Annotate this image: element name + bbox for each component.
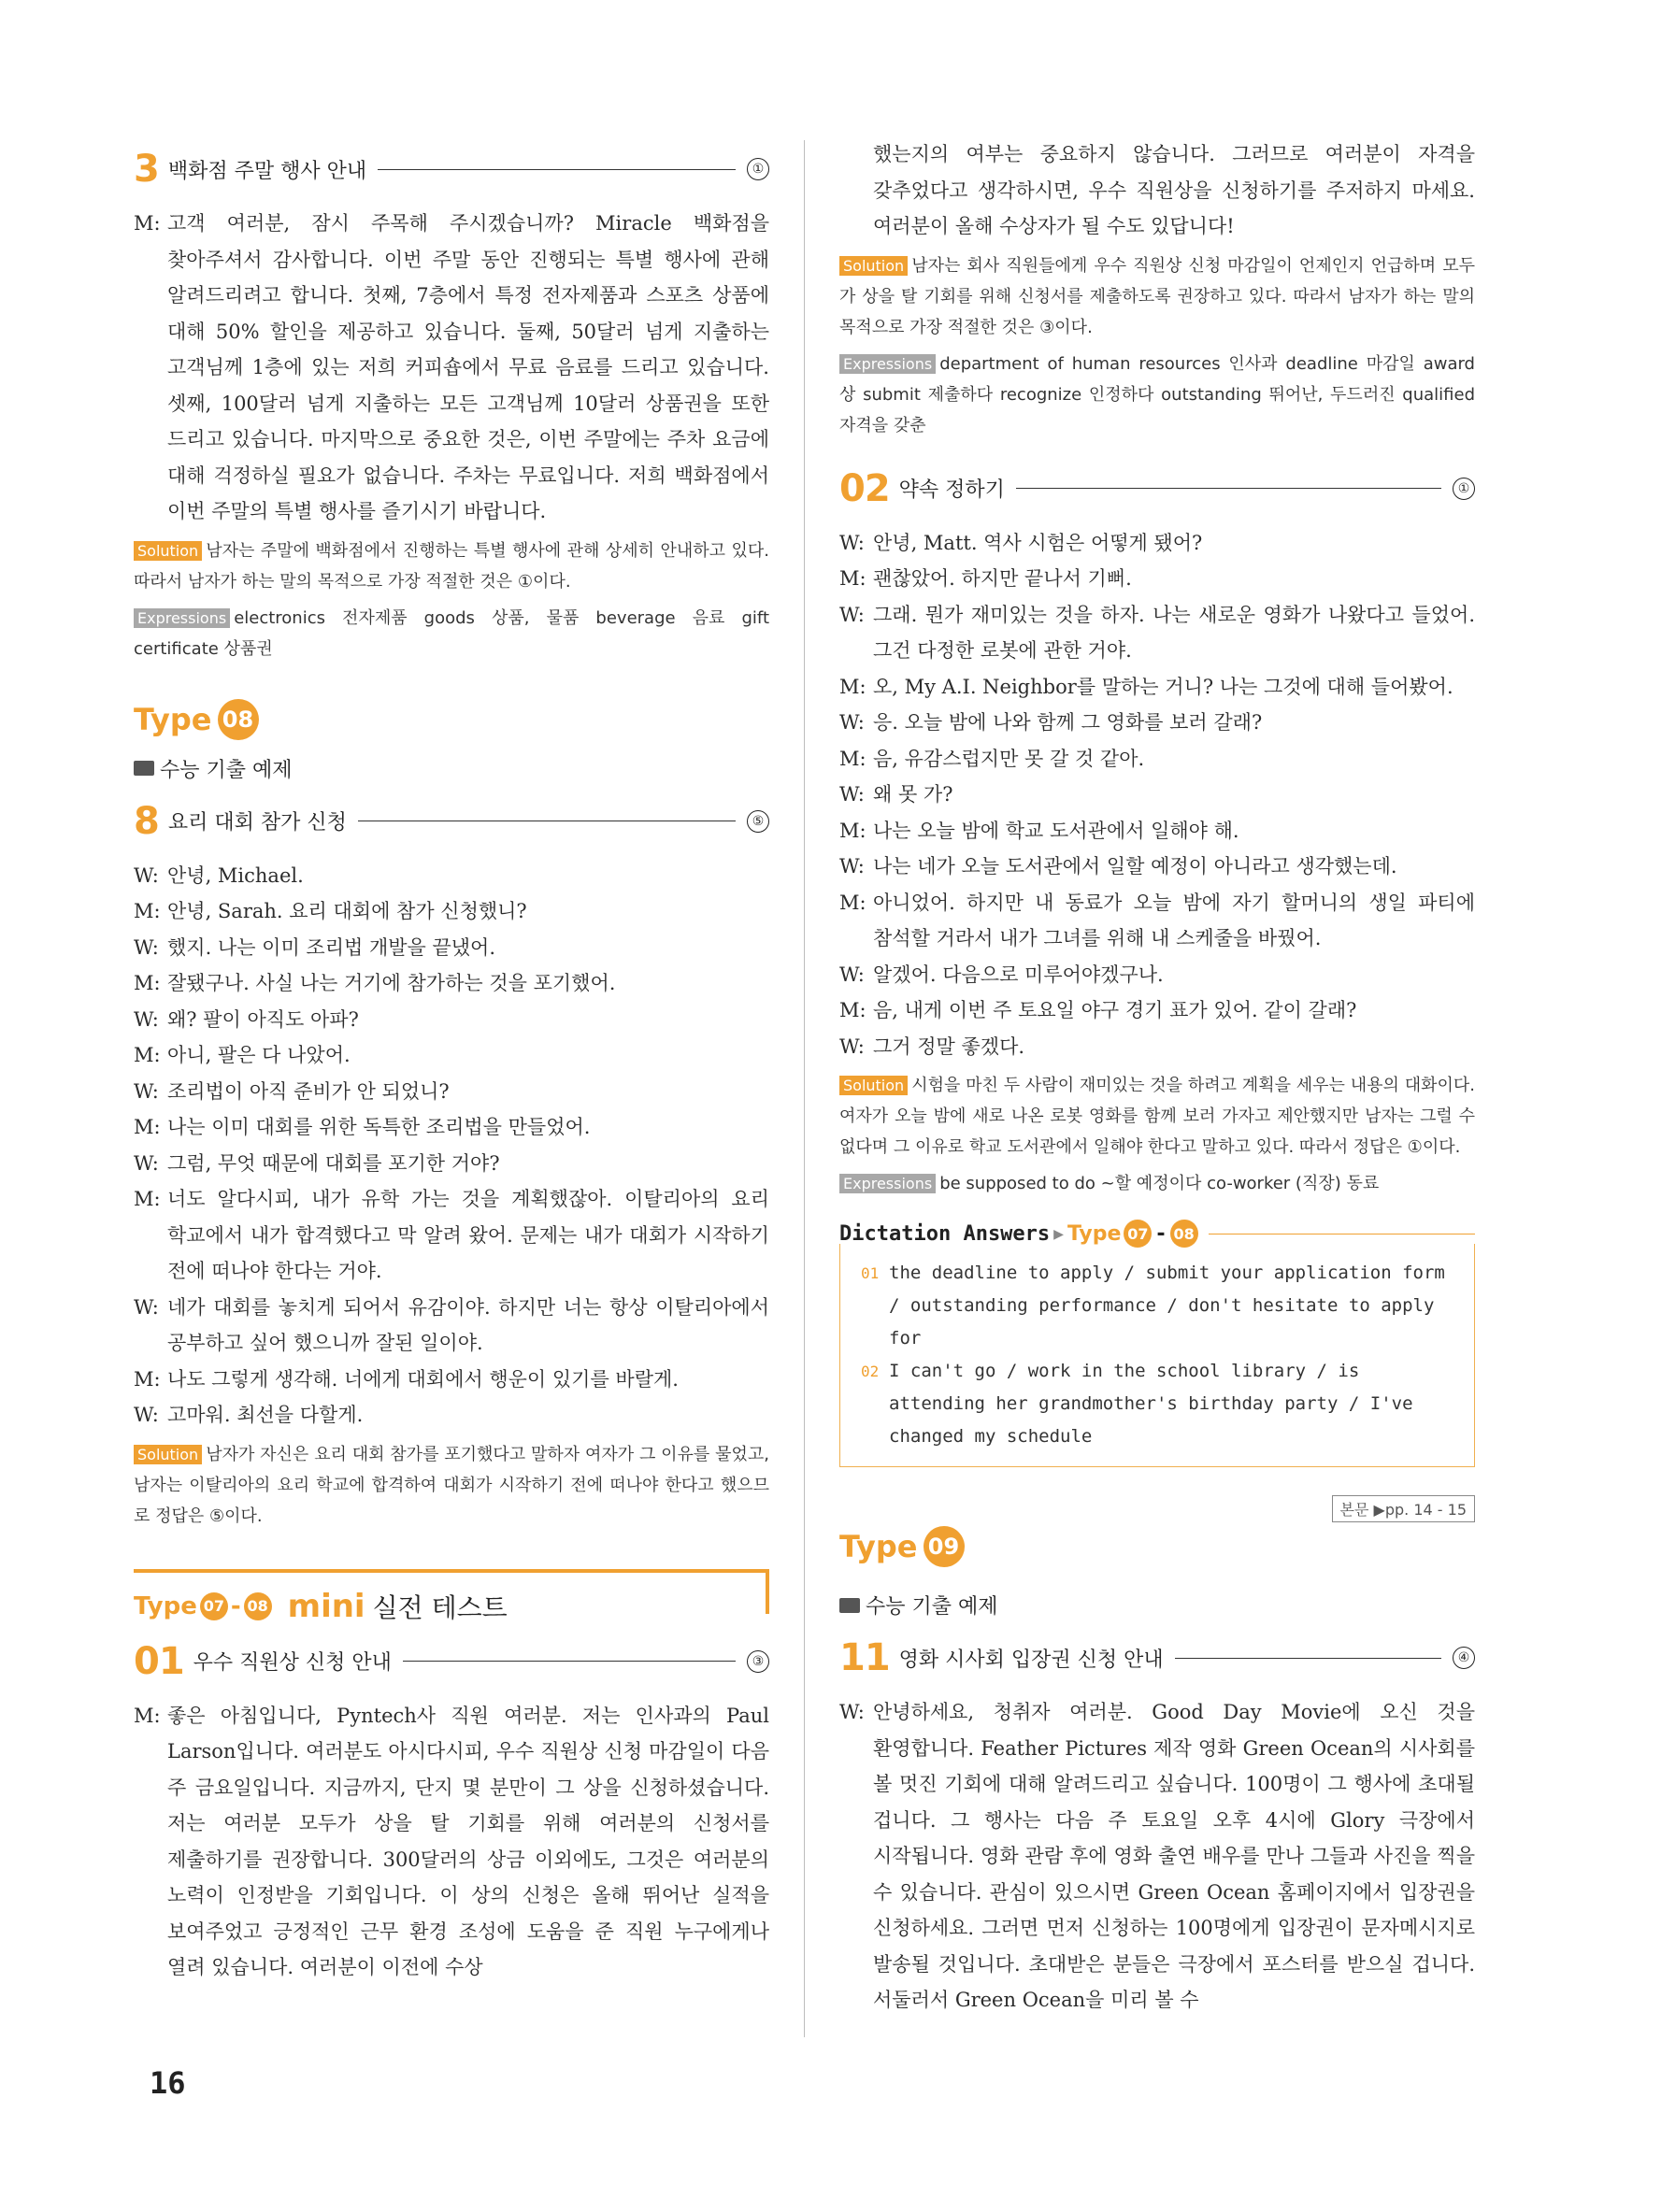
- line-text: 했지. 나는 이미 조리법 개발을 끝냈어.: [167, 935, 496, 959]
- subheading-text: 수능 기출 예제: [866, 1595, 998, 1619]
- speaker: W:: [134, 1079, 159, 1103]
- speaker: W:: [839, 603, 865, 626]
- speaker: W:: [839, 1701, 865, 1723]
- line-text: 나는 네가 오늘 도서관에서 일할 예정이 아니라고 생각했는데.: [873, 855, 1397, 878]
- column-divider: [804, 140, 805, 2037]
- dialogue-line: [839, 705, 1475, 741]
- arrow-icon: ▶: [1053, 1223, 1065, 1244]
- speaker: M:: [134, 212, 161, 235]
- dialogue: [839, 1694, 1475, 2019]
- dialogue: [134, 858, 769, 1434]
- speaker: M:: [839, 999, 866, 1021]
- line-text: 오, My A.I. Neighbor를 말하는 거니? 나는 그것에 대해 들어봤어.: [873, 675, 1453, 698]
- speaker: M:: [134, 1044, 161, 1066]
- dialogue-line: [134, 1181, 769, 1290]
- dictation-text: the deadline to apply / submit your application form / outstanding performance / don't hesitate to apply for: [889, 1263, 1445, 1349]
- type-label: Type: [839, 1529, 918, 1564]
- right-column: [839, 140, 1475, 2019]
- dictation-line: [861, 1257, 1457, 1355]
- line-text: 아니었어. 하지만 내 동료가 오늘 밤에 자기 할머니의 생일 파티에 참석할 거라서 내가 그녀를 위해 내 스케줄을 바꿨어.: [873, 891, 1475, 949]
- speaker: M:: [134, 1704, 161, 1727]
- section-8-header: [134, 798, 769, 845]
- expressions-text: department of human resources 인사과 deadline 마감일 award 상 submit 제출하다 recognize 인정하다 outstanding 뛰어난, 두드러진 qualified 자격을 갖춘: [839, 353, 1475, 435]
- line-text: 고마워. 최선을 다할게.: [167, 1404, 364, 1426]
- line-text: 좋은 아침입니다, Pyntech사 직원 여러분. 저는 인사과의 Paul Larson입니다. 여러분도 아시다시피, 우수 직원상 신청 마감일이 다음 주 금요일입니다. 지금까지, 단지 몇 분만이 그 상을 신청하셨습니다. 저는 여러분 모두가 상을 탈 기회를 위해 여러분의 신청서를 제출하기를 권장합니다. 300달러의 상금 이외에도, 그것은 여러분의 노력이 인정받을 기회입니다. 이 상의 신청은 올해 뛰어난 실적을 보여주었고 긍정적인 근무 환경 조성에 도움을 준 직원 누구에게나 열려 있습니다. 여러분이 이전에 수상: [167, 1704, 769, 1978]
- type-number: 08: [244, 1592, 272, 1620]
- left-column: [134, 140, 769, 1986]
- solution: [134, 1439, 769, 1532]
- header-rule: [403, 1661, 736, 1662]
- solution-tag: Solution: [134, 1445, 202, 1464]
- expressions: [134, 603, 769, 664]
- speaker: M:: [134, 1367, 161, 1391]
- type-09-wrap: [839, 1495, 1475, 1579]
- solution-tag: Solution: [134, 541, 202, 561]
- dialogue-line: [134, 858, 769, 894]
- solution-text: 남자가 자신은 요리 대회 참가를 포기했다고 말하자 여자가 그 이유를 물었고, 남자는 이탈리아의 요리 학교에 합격하여 대회가 시작하기 전에 떠나야 한다고 했으므로 정답은 ⑤이다.: [134, 1444, 769, 1526]
- speaker: W:: [839, 531, 865, 554]
- type-08-header: [134, 696, 769, 743]
- speaker: W:: [839, 1035, 865, 1058]
- solution: [839, 250, 1475, 343]
- section-3-header: [134, 146, 769, 193]
- type-number: 09: [924, 1526, 965, 1567]
- line-text: 음, 내게 이번 주 토요일 야구 경기 표가 있어. 같이 갈래?: [873, 999, 1357, 1021]
- dialogue-line: [839, 849, 1475, 885]
- book-icon: [134, 761, 154, 776]
- subheading-text: 수능 기출 예제: [160, 758, 293, 782]
- solution-text: 남자는 주말에 백화점에서 진행하는 특별 행사에 관해 상세히 안내하고 있다. 따라서 남자가 하는 말의 목적으로 가장 적절한 것은 ①이다.: [134, 540, 769, 592]
- dialogue-line: [839, 669, 1475, 706]
- dialogue-line: [134, 1037, 769, 1074]
- dialogue-line: [134, 1290, 769, 1362]
- solution-text: 남자는 회사 직원들에게 우수 직원상 신청 마감일이 언제인지 언급하며 모두가 상을 탈 기회를 위해 신청서를 제출하도록 권장하고 있다. 따라서 남자가 하는 말의 목적으로 가장 적절한 것은 ③이다.: [839, 255, 1475, 337]
- expressions-tag: Expressions: [839, 354, 936, 374]
- line-text: 고객 여러분, 잠시 주목해 주시겠습니까? Miracle 백화점을 찾아주셔서 감사합니다. 이번 주말 동안 진행되는 특별 행사에 관해 알려드리려고 합니다. 첫째, 7층에서 특정 전자제품과 스포츠 상품에 대해 50% 할인을 제공하고 있습니다. 둘째, 50달러 넘게 지출하는 고객님께 1층에 있는 저희 커피숍에서 무료 음료를 드리고 있습니다. 셋째, 100달러 넘게 지출하는 모든 고객님께 10달러 상품권을 또한 드리고 있습니다. 마지막으로 중요한 것은, 이번 주말에는 주차 요금에 대해 걱정하실 필요가 없습니다. 주차는 무료입니다. 저희 백화점에서 이번 주말의 특별 행사를 즐기시기 바랍니다.: [167, 212, 769, 522]
- line-text: 그럼, 무엇 때문에 대회를 포기한 거야?: [167, 1151, 500, 1175]
- section-title: 영화 시사회 입장권 신청 안내: [898, 1648, 1164, 1672]
- speaker: W:: [134, 935, 159, 959]
- line-text: 조리법이 아직 준비가 안 되었니?: [167, 1079, 450, 1103]
- speaker: M:: [134, 1116, 161, 1138]
- dialogue-line: [134, 1109, 769, 1146]
- type-number: 08: [218, 699, 259, 740]
- answer-mark: ④: [1453, 1647, 1475, 1669]
- speaker: W:: [839, 711, 865, 734]
- line-text: 그거 정말 좋겠다.: [873, 1035, 1025, 1058]
- section-title: 약속 정하기: [898, 478, 1005, 502]
- speaker: W:: [134, 1007, 159, 1031]
- line-text: 아니, 팔은 다 나았어.: [167, 1044, 351, 1066]
- line-text: 안녕, Michael.: [167, 863, 304, 887]
- dialogue-line: [134, 1146, 769, 1182]
- speaker: M:: [134, 900, 161, 922]
- dialogue: [134, 206, 769, 530]
- dialogue-line: [839, 777, 1475, 813]
- dictation-title: Dictation Answers: [839, 1221, 1051, 1246]
- section-02-header: [839, 465, 1475, 512]
- solution-text: 시험을 마친 두 사람이 재미있는 것을 하려고 계획을 세우는 내용의 대화이다. 여자가 오늘 밤에 새로 나온 로봇 영화를 함께 보러 가자고 제안했지만 남자는 그럴 수 없다며 그 이유로 학교 도서관에서 일해야 한다고 말하고 있다. 따라서 정답은 ①이다.: [839, 1076, 1475, 1157]
- answer-mark: ①: [747, 158, 769, 180]
- expressions: [839, 349, 1475, 441]
- type-number: 07: [1124, 1220, 1152, 1248]
- answer-mark: ①: [1453, 478, 1475, 500]
- solution: [134, 535, 769, 597]
- continued-text: 했는지의 여부는 중요하지 않습니다. 그러므로 여러분이 자격을 갖추었다고 생각하시면, 우수 직원상을 신청하기를 주저하지 마세요. 여러분이 올해 수상자가 될 수도 있답니다!: [873, 143, 1475, 237]
- line-text: 괜찮았어. 하지만 끝나서 기뻐.: [873, 567, 1132, 590]
- dialogue-line: [134, 1698, 769, 1986]
- dialogue-line: [839, 885, 1475, 957]
- type-09-header: [839, 1523, 965, 1570]
- type-number: 08: [1170, 1220, 1198, 1248]
- speaker: W:: [134, 1151, 159, 1175]
- type-label: Type: [1067, 1221, 1122, 1246]
- mini-label: mini: [287, 1587, 365, 1625]
- dialogue-line: [134, 1397, 769, 1434]
- dialogue-line: [134, 1362, 769, 1398]
- dictation-line: [861, 1355, 1457, 1453]
- expressions-text: electronics 전자제품 goods 상품, 물품 beverage 음료 gift certificate 상품권: [134, 607, 769, 659]
- dialogue-line: [839, 525, 1475, 562]
- line-text: 나도 그렇게 생각해. 너에게 대회에서 행운이 있기를 바랄게.: [167, 1367, 679, 1391]
- solution-tag: Solution: [839, 256, 908, 276]
- dictation-header: Dictation Answers ▶ Type 07 - 08: [839, 1220, 1475, 1248]
- solution-tag: Solution: [839, 1076, 908, 1095]
- dictation-text: I can't go / work in the school library / is attending her grandmother's birthday party / I've changed my schedule: [889, 1361, 1413, 1447]
- dialogue-line: [839, 957, 1475, 993]
- speaker: M:: [839, 891, 866, 914]
- line-text: 네가 대회를 놓치게 되어서 유감이야. 하지만 너는 항상 이탈리아에서 공부하고 싶어 했으니까 잘된 일이야.: [167, 1295, 769, 1354]
- section-01-header: [134, 1638, 769, 1685]
- section-number: 02: [839, 466, 890, 510]
- dialogue-line: [839, 992, 1475, 1029]
- expressions-tag: Expressions: [134, 608, 230, 628]
- line-text: 왜 못 가?: [873, 783, 953, 806]
- line-text: 왜? 팔이 아직도 아파?: [167, 1007, 359, 1031]
- speaker: W:: [134, 1295, 159, 1319]
- header-rule: [1175, 1658, 1441, 1659]
- speaker: W:: [839, 855, 865, 878]
- section-11-header: [839, 1634, 1475, 1681]
- subheading: [839, 1591, 1475, 1620]
- section-title: 요리 대회 참가 신청: [167, 811, 347, 835]
- line-text: 안녕, Matt. 역사 시험은 어떻게 됐어?: [873, 531, 1203, 554]
- solution: [839, 1070, 1475, 1163]
- line-text: 음, 유감스럽지만 못 갈 것 같아.: [873, 747, 1145, 770]
- dialogue-line: [134, 965, 769, 1002]
- dialogue-line: [134, 893, 769, 930]
- header-rule: [378, 169, 736, 170]
- line-text: 잘됐구나. 사실 나는 거기에 참가하는 것을 포기했어.: [167, 972, 616, 994]
- line-text: 그래. 뭔가 재미있는 것을 하자. 나는 새로운 영화가 나왔다고 들었어. 그건 다정한 로봇에 관한 거야.: [873, 603, 1475, 662]
- header-rule: [1016, 488, 1441, 489]
- type-label: Type: [134, 1591, 197, 1620]
- expressions-tag: Expressions: [839, 1174, 936, 1193]
- dialogue-line: [839, 1029, 1475, 1065]
- dialogue-line: [134, 1074, 769, 1110]
- book-icon: [839, 1598, 860, 1613]
- section-number: 3: [134, 148, 159, 191]
- line-text: 나는 이미 대회를 위한 독특한 조리법을 만들었어.: [167, 1116, 591, 1138]
- speaker: W:: [839, 783, 865, 806]
- expressions: [839, 1168, 1475, 1199]
- dictation-number: 01: [861, 1264, 880, 1282]
- dialogue-line: [134, 930, 769, 966]
- type-number: 07: [200, 1592, 228, 1620]
- section-number: 01: [134, 1639, 184, 1683]
- mini-type-label: Type 07 - 08: [134, 1592, 275, 1620]
- line-text: 알겠어. 다음으로 미루어야겠구나.: [873, 963, 1164, 986]
- mini-title: 실전 테스트: [372, 1591, 508, 1623]
- dialogue-line: [134, 206, 769, 530]
- dialogue-line: [839, 1694, 1475, 2019]
- section-title: 우수 직원상 신청 안내: [193, 1651, 392, 1675]
- line-text: 나는 오늘 밤에 학교 도서관에서 일해야 해.: [873, 819, 1239, 842]
- expressions-text: be supposed to do ~할 예정이다 co-worker (직장) 동료: [939, 1174, 1380, 1193]
- section-number: 8: [134, 799, 159, 843]
- section-title: 백화점 주말 행사 안내: [167, 159, 367, 183]
- line-text: 너도 알다시피, 내가 유학 가는 것을 계획했잖아. 이탈리아의 요리 학교에서 내가 합격했다고 막 알려 왔어. 문제는 내가 대회가 시작하기 전에 떠나야 한다는 거야.: [167, 1188, 769, 1282]
- dictation-box: [839, 1244, 1475, 1467]
- speaker: M:: [839, 819, 866, 842]
- mini-test-header: [134, 1569, 769, 1633]
- dialogue-line: [134, 1002, 769, 1038]
- speaker: W:: [134, 863, 159, 887]
- page-number: 16: [150, 2065, 186, 2101]
- speaker: M:: [134, 1188, 161, 1210]
- speaker: M:: [134, 972, 161, 994]
- page-reference: 본문 ▶pp. 14 - 15: [1332, 1495, 1475, 1522]
- type-label: Type: [134, 701, 212, 737]
- section-number: 11: [839, 1636, 890, 1679]
- dialogue: [839, 525, 1475, 1065]
- speaker: W:: [134, 1404, 159, 1426]
- speaker: M:: [839, 675, 866, 698]
- dictation-number: 02: [861, 1363, 880, 1380]
- header-bar: [766, 1573, 769, 1614]
- line-text: 응. 오늘 밤에 나와 함께 그 영화를 보러 갈래?: [873, 711, 1263, 734]
- line-text: 안녕, Sarah. 요리 대회에 참가 신청했니?: [167, 900, 527, 922]
- subheading: [134, 754, 769, 783]
- speaker: W:: [839, 963, 865, 986]
- answer-mark: ⑤: [747, 810, 769, 833]
- dialogue-line: [839, 813, 1475, 849]
- speaker: M:: [839, 747, 866, 770]
- line-text: 안녕하세요, 청취자 여러분. Good Day Movie에 오신 것을 환영합니다. Feather Pictures 제작 영화 Green Ocean의 시사회를 볼 멋진 기회에 대해 알려드리고 싶습니다. 100명이 그 행사에 초대될 겁니다. 그 행사는 다음 주 토요일 오후 4시에 Glory 극장에서 시작됩니다. 영화 관람 후에 영화 출연 배우를 만나 그들과 사진을 찍을 수 있습니다. 관심이 있으시면 Green Ocean 홈페이지에서 입장권을 신청하세요. 그러면 먼저 신청하는 100명에게 입장권이 문자메시지로 발송될 것입니다. 초대받은 분들은 극장에서 포스터를 받으실 겁니다. 서둘러서 Green Ocean을 미리 볼 수: [873, 1701, 1475, 2011]
- speaker: M:: [839, 567, 866, 590]
- dialogue-line: [839, 741, 1475, 778]
- dialogue-line: [839, 597, 1475, 669]
- dialogue: [134, 1698, 769, 1986]
- answer-mark: ③: [747, 1650, 769, 1673]
- dialogue-line: [839, 561, 1475, 597]
